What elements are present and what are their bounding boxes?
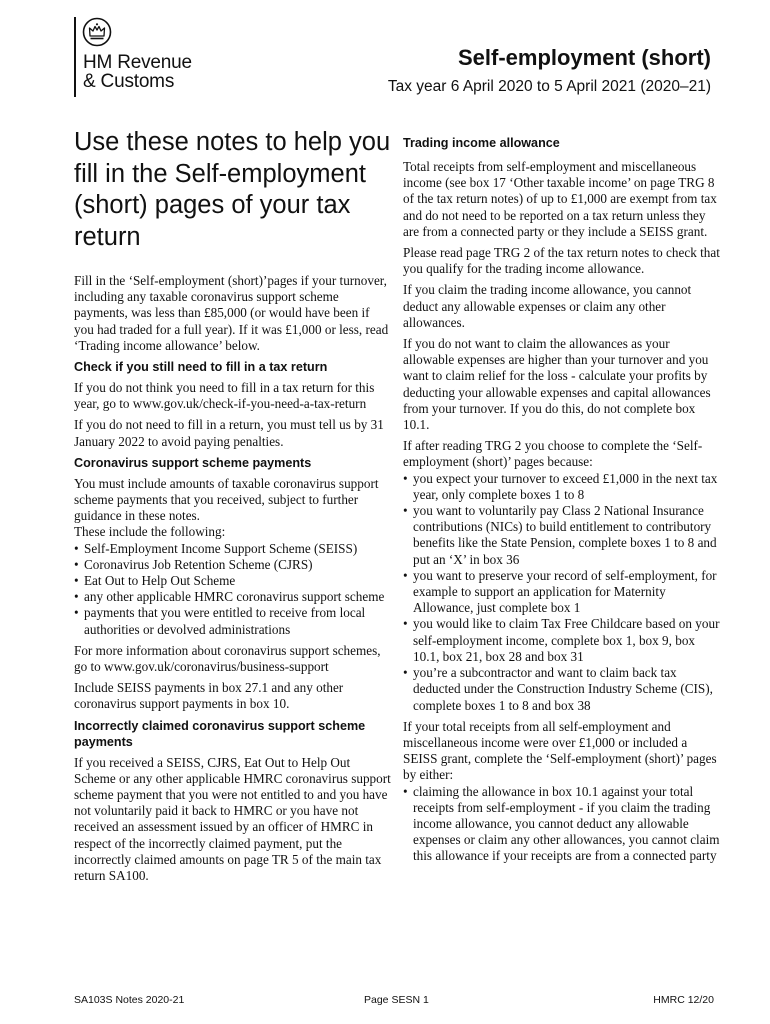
- check-return-heading: Check if you still need to fill in a tax return: [74, 360, 328, 375]
- footer-version: HMRC 12/20: [653, 994, 714, 1006]
- list-item: • you expect your turnover to exceed £1,000 in the next tax year, only complete boxes 1 to 8: [403, 471, 723, 503]
- logo-rule: [74, 17, 76, 97]
- logo-line-1: HM Revenue: [83, 52, 192, 73]
- list-item: • any other applicable HMRC coronavirus support scheme: [74, 589, 392, 605]
- incorrect-claims-heading: Incorrectly claimed coronavirus support scheme payments: [74, 718, 366, 749]
- more-info-paragraph: For more information about coronavirus support schemes, go to www.gov.uk/coronavirus/business-support: [74, 642, 381, 675]
- options-list: [403, 784, 723, 865]
- list-item: • you would like to claim Tax Free Childcare based on your self-employment income, complete box 1, box 9, box 10.1, box 21, box 28 and box 31: [403, 616, 723, 665]
- list-item: • claiming the allowance in box 10.1 against your total receipts from self-employment - if you claim the trading income allowance, you cannot deduct any allowable expenses or claim any other allowances, you cannot claim this allowance if your receipts are from a connected party: [403, 784, 723, 865]
- right-column: [403, 135, 723, 870]
- allowance-paragraph-6: If your total receipts from all self-employment and miscellaneous income were over £1,000 or included a SEISS grant, complete the ‘Self-employment (short)’ pages by either:: [403, 718, 717, 783]
- list-item: • Self-Employment Income Support Scheme (SEISS): [74, 541, 392, 557]
- allowance-paragraph-5: If after reading TRG 2 you choose to complete the ‘Self-employment (short)’ pages because:: [403, 438, 703, 470]
- list-item: • payments that you were entitled to receive from local authorities or devolved administrations: [74, 605, 392, 637]
- coronavirus-scheme-list: [74, 541, 392, 638]
- coronavirus-paragraph: You must include amounts of taxable coronavirus support scheme payments that you received, subject to further guidance in these notes.: [74, 475, 379, 524]
- intro-heading: Use these notes to help you fill in the Self-employment (short) pages of your tax return: [74, 128, 391, 251]
- crown-icon: [82, 17, 112, 47]
- form-title: Self-employment (short): [457, 45, 711, 70]
- logo-line-2: & Customs: [83, 71, 175, 92]
- left-column: [74, 127, 392, 889]
- page-footer: [74, 994, 714, 1008]
- tell-us-paragraph: If you do not need to fill in a return, you must tell us by 31 January 2022 to avoid paying penalties.: [74, 417, 384, 449]
- list-item: • you’re a subcontractor and want to claim back tax deducted under the Construction Industry Scheme (CIS), complete boxes 1 to 8 and box 38: [403, 665, 723, 714]
- intro-paragraph: Fill in the ‘Self-employment (short)’pages if your turnover, including any taxable coronavirus support scheme payments, was less than £85,000 (or would have been if you had traded for a full year). If it was £1,000 or less, read ‘Trading income allowance’ below.: [74, 273, 389, 353]
- reasons-list: [403, 471, 723, 714]
- tax-year: Tax year 6 April 2020 to 5 April 2021 (2020–21): [387, 78, 711, 95]
- coronavirus-includes: These include the following:: [74, 524, 226, 540]
- list-item: • you want to preserve your record of self-employment, for example to support an application for Maternity Allowance, just complete box 1: [403, 568, 723, 617]
- incorrect-claims-paragraph: If you received a SEISS, CJRS, Eat Out to Help Out Scheme or any other applicable HMRC coronavirus support scheme payment that you were not entitled to and you have not voluntarily paid it back to HMRC or you have not received an assessment issued by an officer of HMRC in respect of the incorrectly claimed payment, put the incorrectly claimed amounts on page TR 5 of the main tax return SA100.: [74, 754, 391, 884]
- check-return-paragraph: If you do not think you need to fill in a tax return for this year, go to www.gov.uk/check-if-you-need-a-tax-return: [74, 380, 375, 412]
- coronavirus-heading: Coronavirus support scheme payments: [74, 455, 312, 470]
- list-item: • Coronavirus Job Retention Scheme (CJRS): [74, 557, 392, 573]
- hmrc-logo: [74, 17, 214, 97]
- allowance-paragraph-4: If you do not want to claim the allowances as your allowable expenses are higher than your turnover and you want to claim relief for the loss - calculate your profits by deducting your allowable expenses and capital allowances from your turnover. If you do this, do not complete box 10.1.: [403, 336, 711, 433]
- seiss-box-paragraph: Include SEISS payments in box 27.1 and any other coronavirus support payments in box 10.: [74, 680, 344, 712]
- footer-form-ref: SA103S Notes 2020-21: [74, 994, 185, 1006]
- allowance-paragraph-1: Total receipts from self-employment and miscellaneous income (see box 17 ‘Other taxable income’ on page TRG 8 of the tax return notes) of up to £1,000 are exempt from tax and do not need to be reported on a tax return unless they are from a connected party or they include a SEISS grant.: [403, 159, 717, 239]
- allowance-paragraph-2: Please read page TRG 2 of the tax return notes to check that you qualify for the trading income allowance.: [403, 245, 720, 277]
- list-item: • Eat Out to Help Out Scheme: [74, 573, 392, 589]
- allowance-paragraph-3: If you claim the trading income allowance, you cannot deduct any allowable expenses or claim any other allowances.: [403, 282, 692, 330]
- trading-allowance-heading: Trading income allowance: [403, 136, 560, 150]
- list-item: • you want to voluntarily pay Class 2 National Insurance contributions (NICs) to build entitlement to contributory benefits like the State Pension, complete boxes 1 to 8 and put an ‘X’ in box 36: [403, 503, 723, 568]
- footer-page-number: Page SESN 1: [364, 994, 429, 1006]
- logo-wordmark: [83, 53, 192, 91]
